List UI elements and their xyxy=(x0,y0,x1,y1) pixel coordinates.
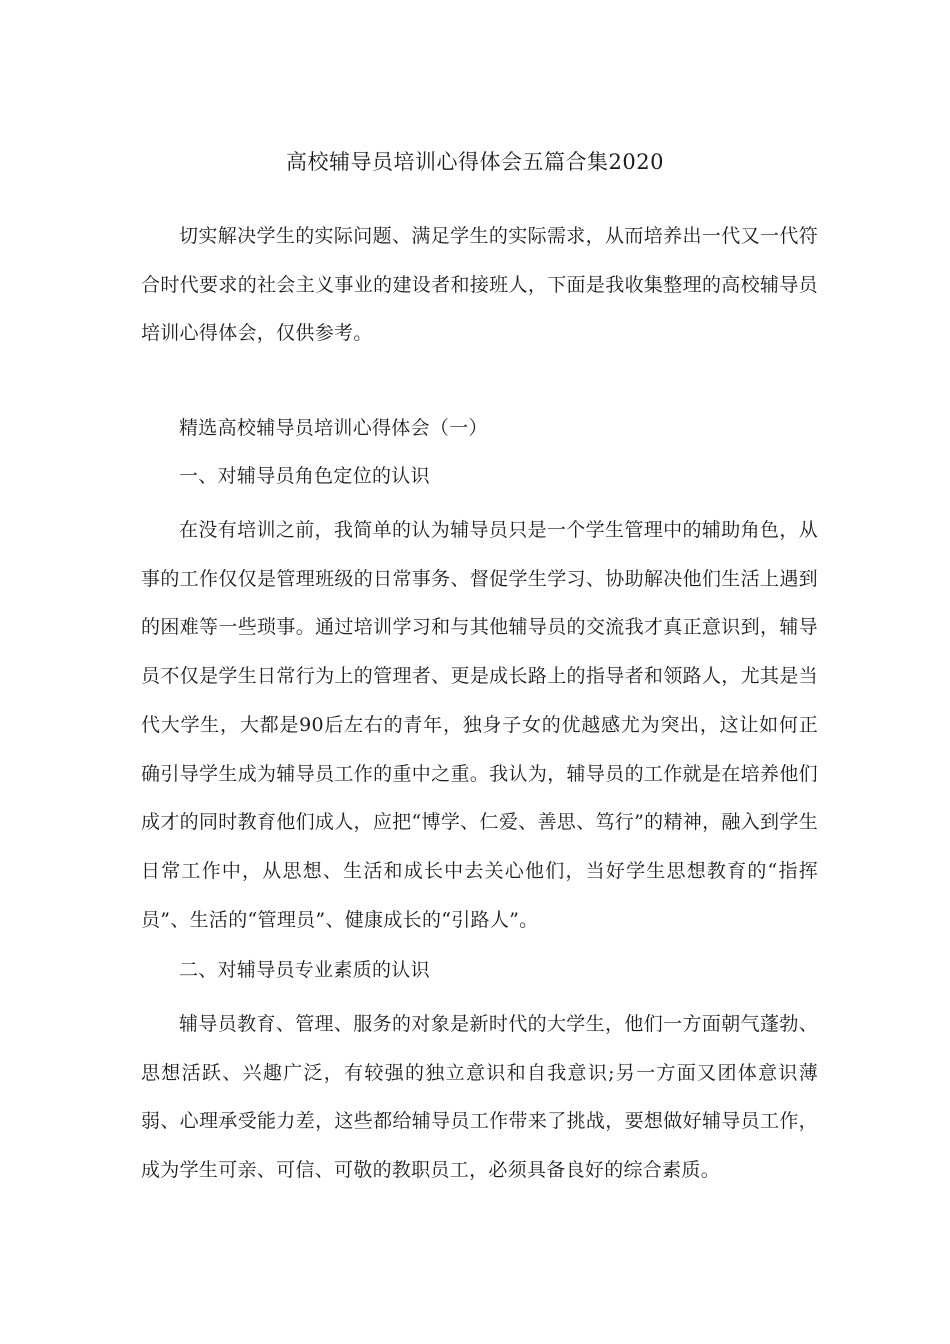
subsection-heading-2: 二、对辅导员专业素质的认识 xyxy=(179,959,430,981)
section-title: 精选高校辅导员培训心得体会（一） xyxy=(179,417,488,439)
subsection-heading-1: 一、对辅导员角色定位的认识 xyxy=(179,465,430,487)
subsection-body-1: 在没有培训之前，我简单的认为辅导员只是一个学生管理中的辅助角色，从事的工作仅仅是管理班级的日常事务、督促学生学习、协助解决他们生活上遇到的困难等一些琐事。通过培训学习和与其他辅导员的交流我才真正意识到，辅导员不仅是学生日常行为上的管理者、更是成长路上的指导者和领路人，尤其是当代大学生，大都是90后左右的青年，独身子女的优越感尤为突出，这让如何正确引导学生成为辅导员工作的重中之重。我认为，辅导员的工作就是在培养他们成才的同时教育他们成人，应把“博学、仁爱、善思、笃行”的精神，融入到学生日常工作中，从思想、生活和成长中去关心他们，当好学生思想教育的“指挥员”、生活的“管理员”、健康成长的“引路人”。 xyxy=(141,519,818,931)
intro-paragraph: 切实解决学生的实际问题、满足学生的实际需求，从而培养出一代又一代符合时代要求的社会主义事业的建设者和接班人，下面是我收集整理的高校辅导员培训心得体会，仅供参考。 xyxy=(141,225,818,345)
document-title: 高校辅导员培训心得体会五篇合集2020 xyxy=(286,150,664,174)
subsection-body-2: 辅导员教育、管理、服务的对象是新时代的大学生，他们一方面朝气蓬勃、思想活跃、兴趣广泛，有较强的独立意识和自我意识;另一方面又团体意识薄弱、心理承受能力差，这些都给辅导员工作带来了挑战，要想做好辅导员工作，成为学生可亲、可信、可敬的教职员工，必须具备良好的综合素质。 xyxy=(141,1013,818,1182)
